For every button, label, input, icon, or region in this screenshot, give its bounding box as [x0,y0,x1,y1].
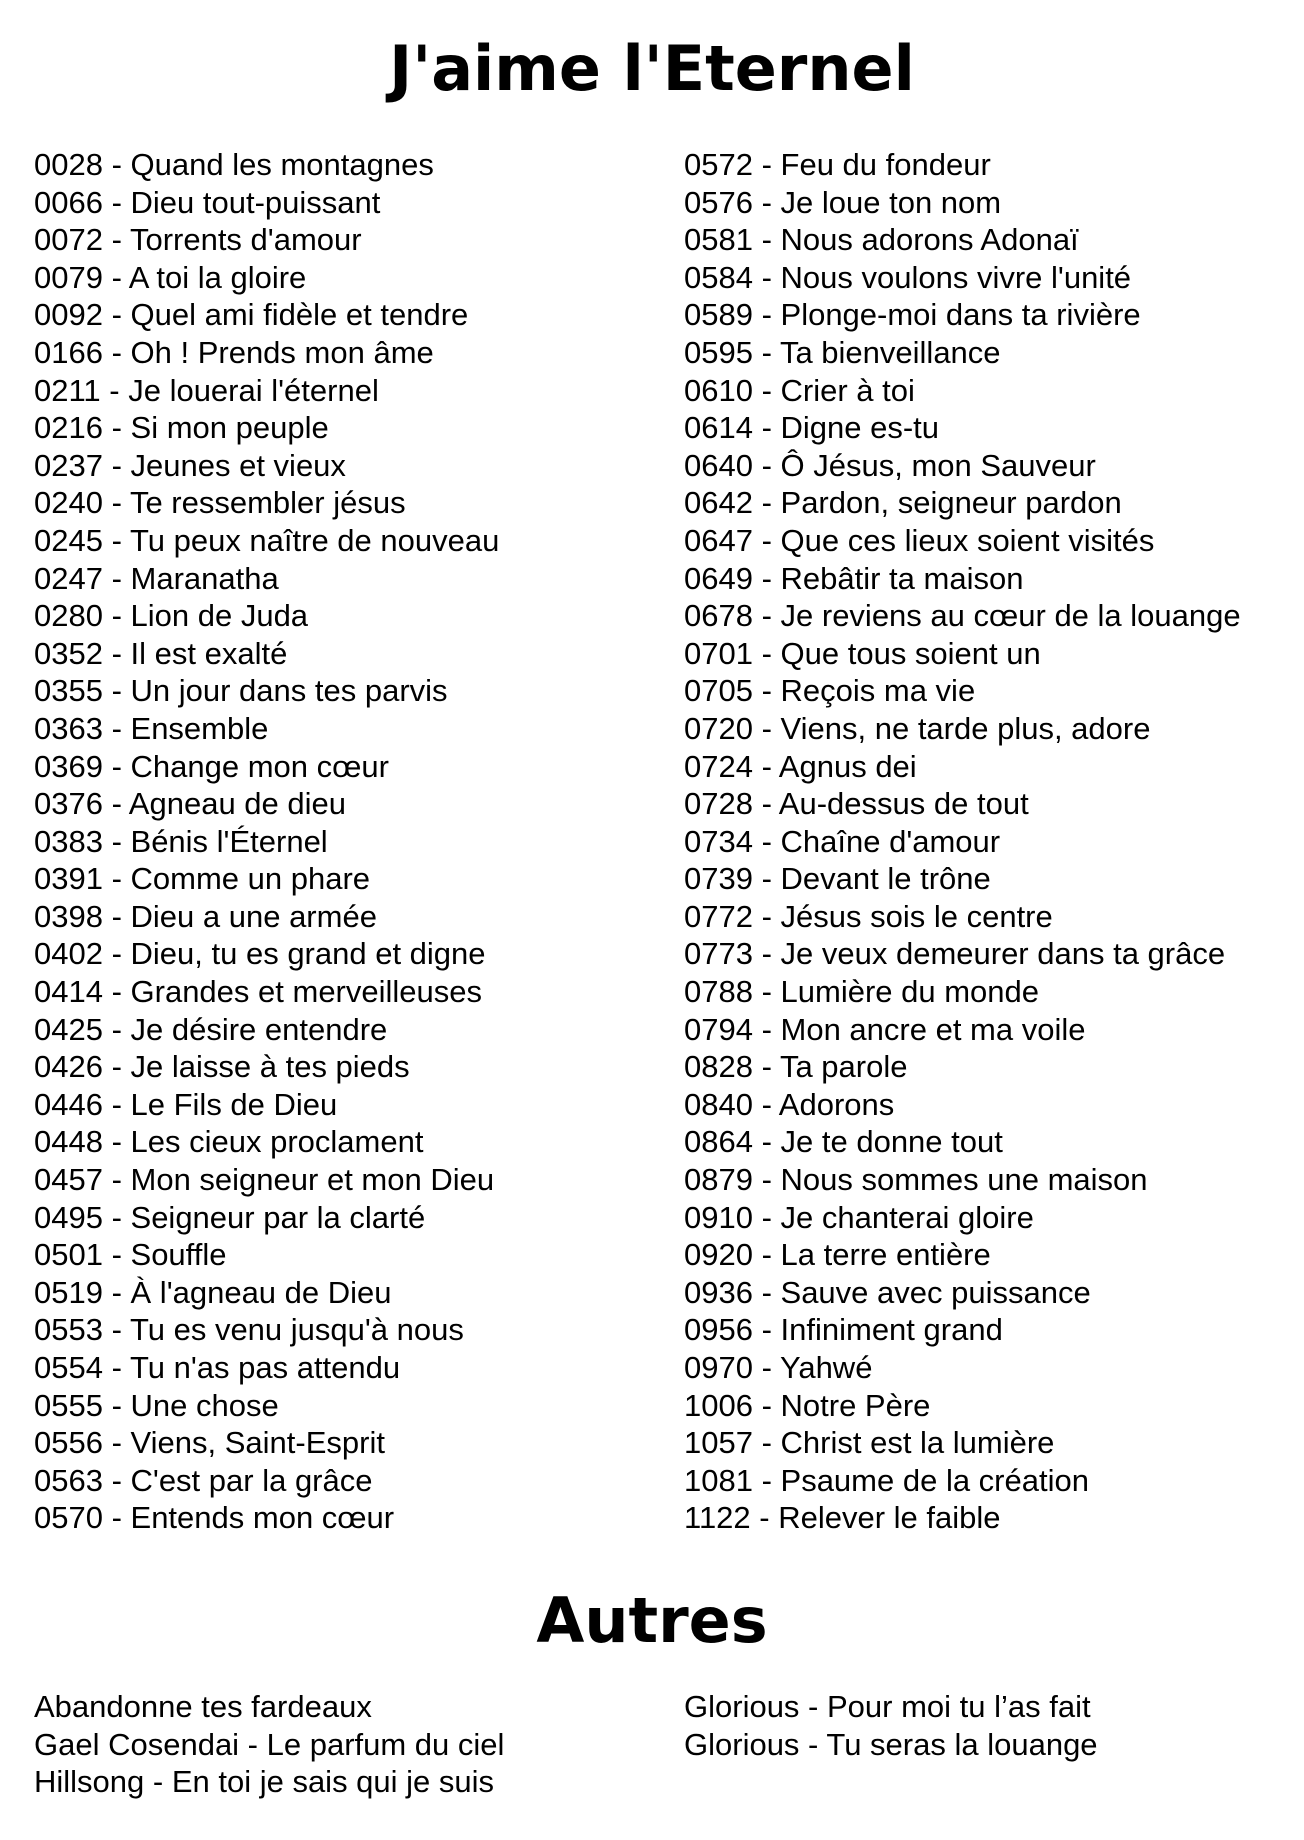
list-item: 0391 - Comme un phare [34,861,371,897]
list-item: 0352 - Il est exalté [34,635,288,671]
list-item: 0426 - Je laisse à tes pieds [34,1049,410,1085]
list-item: 0614 - Digne es-tu [684,410,940,446]
list-item: 1122 - Relever le faible [684,1500,1001,1536]
list-item: 0425 - Je désire entendre [34,1011,388,1047]
list-item: 1006 - Notre Père [684,1387,931,1423]
list-item: 0448 - Les cieux proclament [34,1124,424,1160]
list-item: 0910 - Je chanterai gloire [684,1199,1034,1235]
list-item: 0610 - Crier à toi [684,372,915,408]
list-item: 0376 - Agneau de dieu [34,786,346,822]
list-item: Abandonne tes fardeaux [34,1689,372,1724]
list-item: 0556 - Viens, Saint-Esprit [34,1425,385,1461]
list-item: 0970 - Yahwé [684,1350,873,1385]
list-item: 0584 - Nous voulons vivre l'unité [684,259,1132,295]
list-item: 0563 - C'est par la grâce [34,1462,373,1498]
list-item: 0553 - Tu es venu jusqu'à nous [34,1312,464,1348]
list-item: 0166 - Oh ! Prends mon âme [34,334,434,370]
list-item: 0705 - Reçois ma vie [684,673,976,709]
page-title: J'aime l'Eternel [389,32,915,105]
list-item: 0457 - Mon seigneur et mon Dieu [34,1162,495,1198]
list-item: 0247 - Maranatha [34,560,279,596]
list-item: 0956 - Infiniment grand [684,1312,1003,1348]
list-item: 0495 - Seigneur par la clarté [34,1199,426,1235]
list-item: 0066 - Dieu tout-puissant [34,184,381,220]
list-item: 0788 - Lumière du monde [684,974,1040,1010]
list-item: 0794 - Mon ancre et ma voile [684,1011,1086,1047]
list-item: 0519 - À l'agneau de Dieu [34,1274,392,1310]
list-item: 0576 - Je loue ton nom [684,184,1002,220]
list-item: 0363 - Ensemble [34,710,269,746]
list-item: 0554 - Tu n'as pas attendu [34,1350,401,1385]
list-item: 0840 - Adorons [684,1086,895,1122]
list-item: 0092 - Quel ami fidèle et tendre [34,297,469,333]
list-item: 0572 - Feu du fondeur [684,147,991,182]
section-title-autres: Autres [536,1584,768,1657]
list-item: 0501 - Souffle [34,1237,227,1273]
list-item: 0446 - Le Fils de Dieu [34,1086,338,1122]
list-item: 0595 - Ta bienveillance [684,334,1001,370]
list-item: 0647 - Que ces lieux soient visités [684,522,1155,558]
list-item: 0398 - Dieu a une armée [34,898,377,934]
autres-list-right [684,1688,1098,1763]
list-item: 0581 - Nous adorons Adonaï [684,222,1079,258]
list-item: 0570 - Entends mon cœur [34,1500,395,1536]
list-item: Glorious - Tu seras la louange [684,1726,1098,1762]
list-item: 0936 - Sauve avec puissance [684,1274,1091,1310]
list-item: 0369 - Change mon cœur [34,748,389,784]
list-item: 0772 - Jésus sois le centre [684,898,1053,934]
list-item: 0720 - Viens, ne tarde plus, adore [684,710,1151,746]
list-item: 0734 - Chaîne d'amour [684,823,1001,859]
list-item: 0414 - Grandes et merveilleuses [34,974,483,1010]
list-item: 0828 - Ta parole [684,1049,908,1085]
list-item: 0237 - Jeunes et vieux [34,447,346,483]
list-item: Glorious - Pour moi tu l’as fait [684,1689,1091,1724]
list-item: 0555 - Une chose [34,1387,279,1423]
list-item: 0649 - Rebâtir ta maison [684,560,1024,596]
list-item: 0728 - Au-dessus de tout [684,786,1029,822]
list-item: 0920 - La terre entière [684,1237,991,1273]
list-item: 0240 - Te ressembler jésus [34,485,406,521]
list-item: 1057 - Christ est la lumière [684,1425,1055,1461]
list-item: 0079 - A toi la gloire [34,259,307,295]
list-item: 0879 - Nous sommes une maison [684,1162,1148,1198]
list-item: 0383 - Bénis l'Éternel [34,823,328,859]
list-item: 1081 - Psaume de la création [684,1462,1089,1498]
list-item: 0739 - Devant le trône [684,861,991,897]
list-item: 0216 - Si mon peuple [34,410,329,446]
list-item: 0642 - Pardon, seigneur pardon [684,485,1122,521]
list-item: 0701 - Que tous soient un [684,635,1041,671]
list-item: 0864 - Je te donne tout [684,1124,1003,1160]
list-item: 0589 - Plonge-moi dans ta rivière [684,297,1141,333]
list-item: 0028 - Quand les montagnes [34,147,434,182]
list-item: 0678 - Je reviens au cœur de la louange [684,598,1241,634]
list-item: 0773 - Je veux demeurer dans ta grâce [684,936,1226,972]
list-item: 0355 - Un jour dans tes parvis [34,673,448,709]
list-item: Gael Cosendai - Le parfum du ciel [34,1726,505,1762]
song-list-right [684,146,1241,1537]
list-item: 0280 - Lion de Juda [34,598,309,634]
list-item: Hillsong - En toi je sais qui je suis [34,1764,495,1800]
list-item: 0402 - Dieu, tu es grand et digne [34,936,486,972]
list-item: 0211 - Je louerai l'éternel [34,372,379,408]
song-list-left [34,146,499,1537]
autres-list-left [34,1688,504,1801]
list-item: 0724 - Agnus dei [684,748,917,784]
list-item: 0640 - Ô Jésus, mon Sauveur [684,447,1096,483]
list-item: 0245 - Tu peux naître de nouveau [34,522,500,558]
list-item: 0072 - Torrents d'amour [34,222,362,258]
